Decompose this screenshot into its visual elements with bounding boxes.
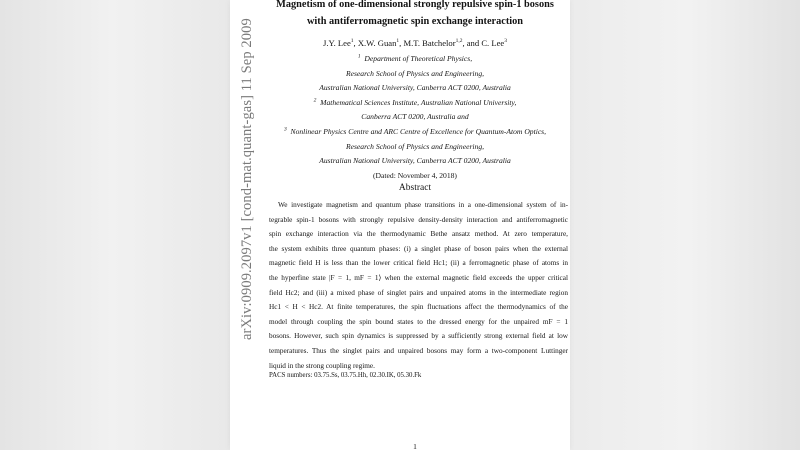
affiliation-line: [260, 96, 570, 111]
abstract-heading: Abstract: [398, 183, 432, 193]
affiliation-line: [260, 125, 570, 140]
abstract-line: spin exchange interaction via the thermodynamic Bethe ansatz method. At zero temperature,: [269, 230, 568, 239]
title-line: Magnetism of one-dimensional strongly repulsive spin-1 bosons: [276, 0, 554, 10]
abstract-line: liquid in the strong coupling regime.: [269, 361, 375, 370]
abstract-line: bosons. However, such spin dynamics is suppressed by a sufficiently strong external field at low: [269, 332, 568, 341]
affiliation-mark: 3: [283, 126, 287, 133]
dated-line: (Dated: November 4, 2018): [373, 170, 457, 180]
abstract-line: model through coupling the spin bound states to the dressed energy for the unpaired mF = 1: [269, 317, 568, 326]
abstract-line: temperatures. Thus the singlet pairs and unpaired bosons may form a two-component Luttinger: [269, 346, 568, 355]
affiliation-mark: 1: [357, 53, 361, 60]
affiliation-line: Australian National University, Canberra ACT 0200, Australia: [319, 83, 511, 93]
paper-title: [260, 0, 570, 30]
author-affiliation-mark: 1: [350, 38, 354, 45]
abstract-line: the hyperfine state |F = 1, mF = 1⟩ when the external magnetic field exceeds the upper critical: [269, 273, 568, 282]
arxiv-identifier-stamp: arXiv:0909.2097v1 [cond-mat.quant-gas] 11 Sep 2009: [239, 18, 255, 340]
author-name: M.T. Batchelor: [403, 38, 456, 48]
page-number: 1: [413, 442, 417, 450]
affiliation-line: Research School of Physics and Engineering,: [345, 68, 485, 78]
affiliation-line: Research School of Physics and Engineering,: [345, 141, 485, 151]
author-name: C. Lee: [481, 38, 505, 48]
title-line: with antiferromagnetic spin exchange interaction: [306, 16, 524, 27]
affiliations: [260, 52, 570, 183]
affiliation-line: Canberra ACT 0200, Australia and: [361, 112, 469, 122]
affiliation-line: Australian National University, Canberra ACT 0200, Australia: [319, 156, 511, 166]
affiliation-text: Department of Theoretical Physics,: [364, 54, 473, 63]
affiliation-text: Nonlinear Physics Centre and ARC Centre of Excellence for Quantum-Atom Optics,: [290, 126, 547, 136]
abstract-line: Hc1 < H < Hc2. At finite temperatures, the spin fluctuations affect the thermodynamics of the: [269, 303, 568, 312]
affiliation-text: Mathematical Sciences Institute, Australian National University,: [320, 97, 517, 107]
pacs-numbers: PACS numbers: 03.75.Ss, 03.75.Hh, 02.30.IK, 05.30.Fk: [269, 372, 422, 379]
abstract-line: magnetic field H is less than the lower critical field Hc1; (ii) a ferromagnetic phase of atoms in: [269, 259, 568, 268]
abstract-line: the system exhibits three quantum phases: (i) a singlet phase of boson pairs when the external: [269, 244, 568, 253]
abstract-line: tegrable spin-1 bosons with strongly repulsive density-density interaction and antiferromagnetic: [269, 215, 568, 224]
paper-page: [230, 0, 570, 450]
affiliation-line: [260, 52, 570, 67]
author-affiliation-mark: 1: [396, 38, 400, 45]
author-affiliation-mark: 3: [504, 38, 507, 45]
author-affiliation-mark: 1,2: [455, 38, 463, 45]
abstract-line: We investigate magnetism and quantum phase transitions in a one-dimensional system of in-: [278, 201, 568, 209]
author-connector: and: [466, 38, 480, 48]
abstract-body: [269, 198, 568, 373]
author-list: J.Y. Lee$^1$, X.W. Guan$^1$, M.T. Batchelor$^{1,2}$, and C. Lee$^3$: [323, 38, 507, 48]
abstract-line: field Hc2; and (iii) a mixed phase of singlet pairs and unpaired atoms in the intermediate region: [269, 288, 568, 297]
affiliation-mark: 2: [313, 97, 317, 104]
author-name: X.W. Guan: [357, 38, 397, 48]
author-name: J.Y. Lee: [323, 38, 351, 48]
